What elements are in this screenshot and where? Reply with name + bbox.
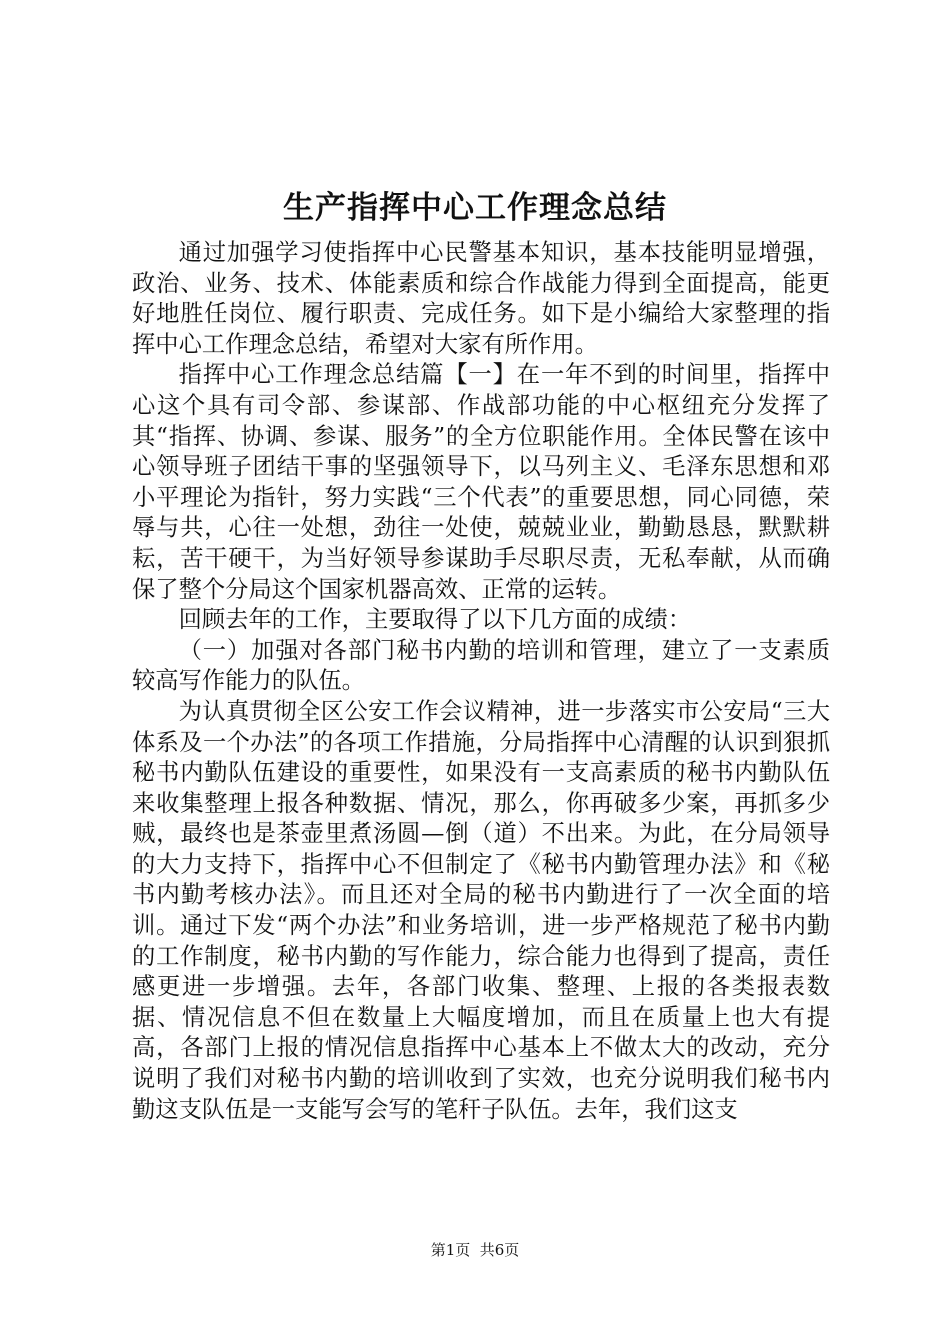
paragraph-heading-one: （一）加强对各部门秘书内勤的培训和管理，建立了一支素质较高写作能力的队伍。 (132, 636, 830, 695)
page-number-footer: 第1页 共6页 (430, 1241, 520, 1259)
document-title: 生产指挥中心工作理念总结 (283, 190, 667, 226)
paragraph-intro: 通过加强学习使指挥中心民警基本知识，基本技能明显增强，政治、业务、技术、体能素质和综合作战能力得到全面提高，能更好地胜任岗位、履行职责、完成任务。如下是小编给大家整理的指挥中心工作理念总结，希望对大家有所作用。 (132, 239, 830, 358)
paragraph-review: 回顾去年的工作，主要取得了以下几方面的成绩： (178, 606, 692, 634)
document-body (132, 238, 830, 1125)
paragraph-training-details: 为认真贯彻全区公安工作会议精神，进一步落实市公安局“三大体系及一个办法”的各项工作措施，分局指挥中心清醒的认识到狠抓秘书内勤队伍建设的重要性，如果没有一支高素质的秘书内勤队伍来收集整理上报各种数据、情况，那么，你再破多少案，再抓多少贼，最终也是茶壶里煮汤圆—倒（道）不出来。为此，在分局领导的大力支持下，指挥中心不但制定了《秘书内勤管理办法》和《秘书内勤考核办法》。而且还对全局的秘书内勤进行了一次全面的培训。通过下发“两个办法”和业务培训，进一步严格规范了秘书内勤的工作制度，秘书内勤的写作能力，综合能力也得到了提高，责任感更进一步增强。去年，各部门收集、整理、上报的各类报表数据、情况信息不但在数量上大幅度增加，而且在质量上也大有提高，各部门上报的情况信息指挥中心基本上不做太大的改动，充分说明了我们对秘书内勤的培训收到了实效，也充分说明我们秘书内勤这支队伍是一支能写会写的笔秆子队伍。去年，我们这支 (132, 697, 830, 1123)
paragraph-section-one: 指挥中心工作理念总结篇【一】在一年不到的时间里，指挥中心这个具有司令部、参谋部、作战部功能的中心枢纽充分发挥了其“指挥、协调、参谋、服务”的全方位职能作用。全体民警在该中心领导班子团结干事的坚强领导下，以马列主义、毛泽东思想和邓小平理论为指针，努力实践“三个代表”的重要思想，同心同德，荣辱与共，心往一处想，劲往一处使，兢兢业业，勤勤恳恳，默默耕耘，苦干硬干，为当好领导参谋助手尽职尽责，无私奉献，从而确保了整个分局这个国家机器高效、正常的运转。 (132, 361, 830, 603)
